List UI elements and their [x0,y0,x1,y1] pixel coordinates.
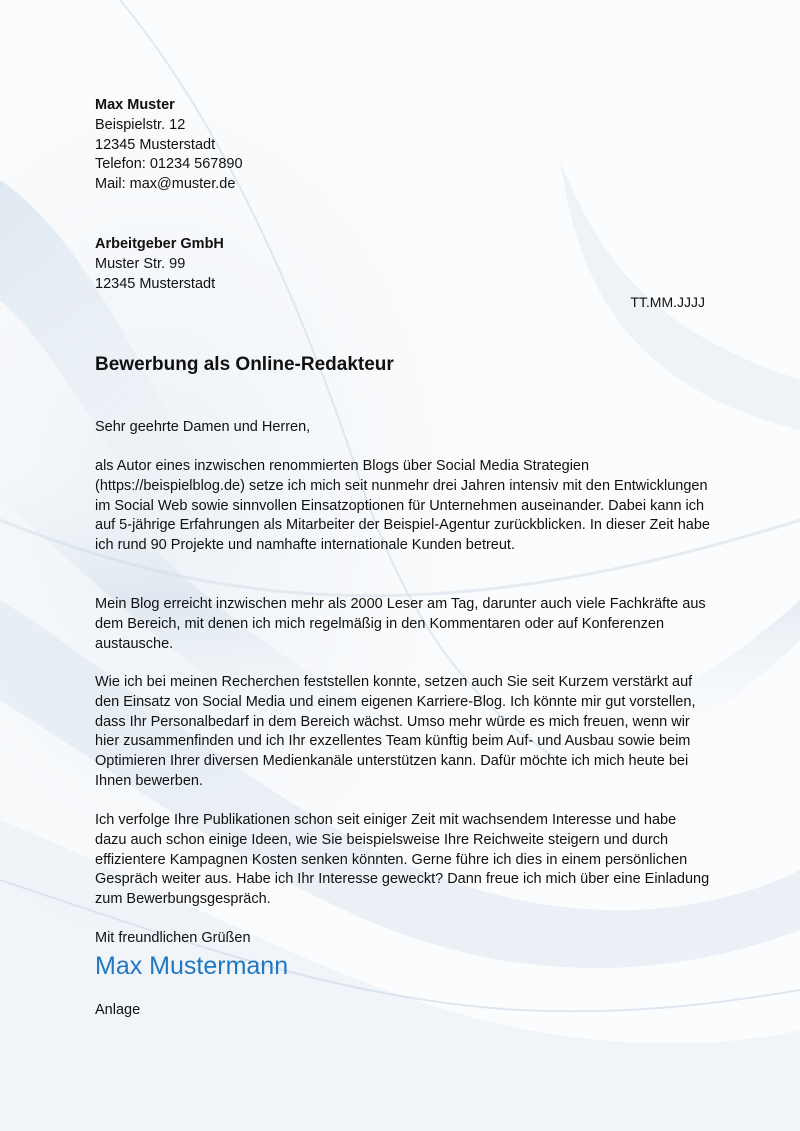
body-paragraph: Wie ich bei meinen Recherchen feststellen konnte, setzen auch Sie seit Kurzem verstärkt auf den Einsatz von Social Media und einem eigenen Karriere-Blog. Ich könnte mir gut vorstellen, dass Ihr Personalbedarf in dem Bereich wächst. Umso mehr würde es mich freuen, wenn wir hier zusammenfinden und ich Ihr exzellentes Team künftig beim Auf- und Ausbau sowie beim Optimieren Ihrer diversen Medienkanäle unterstützen kann. Dafür möchte ich mich heute bei Ihnen bewerben. [95,674,696,789]
sender-city: 12345 Musterstadt [95,136,216,153]
recipient-street: Muster Str. 99 [95,255,186,272]
body-paragraph: Ich verfolge Ihre Publikationen schon seit einiger Zeit mit wachsendem Interesse und habe dazu auch schon einige Ideen, wie Sie beispielsweise Ihre Reichweite steigern und durch effizientere Kampagnen Kosten senken könnten. Gerne führe ich dies in einem persönlichen Gespräch weiter aus. Habe ich Ihr Interesse geweckt? Dann freue ich mich über eine Einladung zum Bewerbungsgespräch. [95,812,710,908]
recipient-address-block [95,235,224,294]
letter-date: TT.MM.JJJJ [630,294,705,310]
signature-name: Max Mustermann [95,952,289,980]
recipient-company: Arbeitgeber GmbH [95,236,224,252]
letter-subject: Bewerbung als Online-Redakteur [95,354,394,375]
sender-mail: Mail: max@muster.de [95,176,236,193]
sender-address-block [95,96,243,195]
sender-phone: Telefon: 01234 567890 [95,156,243,173]
sender-name: Max Muster [95,97,175,113]
body-paragraph: als Autor eines inzwischen renommierten Blogs über Social Media Strategien (https://beispielblog.de) setze ich mich seit nunmehr drei Jahren intensiv mit den Entwicklungen im Social Web sowie sinnvollen Einsatzoptionen für Unternehmen auseinander. Dabei kann ich auf 5-jährige Erfahrungen als Mitarbeiter der Beispiel-Agentur zurückblicken. In dieser Zeit habe ich rund 90 Projekte und namhafte internationale Kunden betreut. [95,458,710,554]
sender-street: Beispielstr. 12 [95,116,186,133]
body-paragraph: Mein Blog erreicht inzwischen mehr als 2000 Leser am Tag, darunter auch viele Fachkräfte aus dem Bereich, mit denen ich mich regelmäßig in den Kommentaren oder auf Konferenzen austausche. [95,596,706,652]
attachment-note: Anlage [95,1002,141,1018]
salutation: Sehr geehrte Damen und Herren, [95,419,311,435]
recipient-city: 12345 Musterstadt [95,275,216,292]
closing-phrase: Mit freundlichen Grüßen [95,930,251,946]
